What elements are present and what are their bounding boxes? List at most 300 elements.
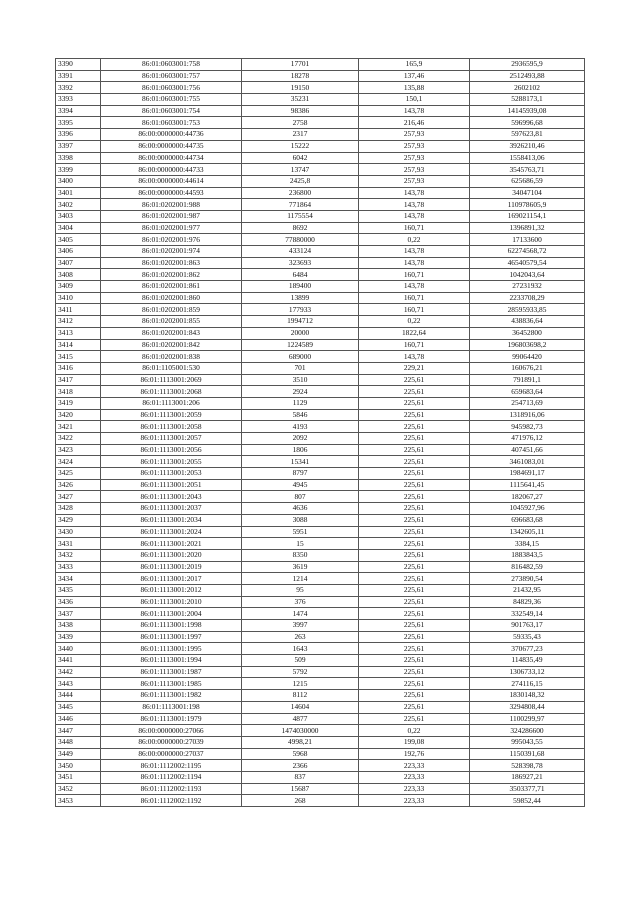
area-value: 4945 bbox=[242, 479, 359, 491]
cadastral-value: 3294808,44 bbox=[470, 701, 585, 713]
cadastral-number: 86:01:1113001:2058 bbox=[101, 421, 242, 433]
row-number: 3431 bbox=[56, 538, 101, 550]
cadastral-number: 86:01:1113001:1998 bbox=[101, 620, 242, 632]
rate-value: 225,61 bbox=[359, 468, 470, 480]
cadastral-value: 901763,17 bbox=[470, 620, 585, 632]
cadastral-value: 36452800 bbox=[470, 327, 585, 339]
row-number: 3449 bbox=[56, 748, 101, 760]
area-value: 177933 bbox=[242, 304, 359, 316]
area-value: 35231 bbox=[242, 94, 359, 106]
table-row bbox=[56, 327, 585, 339]
area-value: 268 bbox=[242, 795, 359, 807]
row-number: 3440 bbox=[56, 643, 101, 655]
area-value: 2758 bbox=[242, 117, 359, 129]
area-value: 771864 bbox=[242, 199, 359, 211]
row-number: 3411 bbox=[56, 304, 101, 316]
area-value: 1474030000 bbox=[242, 725, 359, 737]
rate-value: 160,71 bbox=[359, 269, 470, 281]
cadastral-number: 86:00:0000000:27039 bbox=[101, 736, 242, 748]
area-value: 15222 bbox=[242, 140, 359, 152]
table-row bbox=[56, 795, 585, 807]
area-value: 15341 bbox=[242, 456, 359, 468]
cadastral-number: 86:01:0603001:756 bbox=[101, 82, 242, 94]
area-value: 701 bbox=[242, 362, 359, 374]
rate-value: 223,33 bbox=[359, 795, 470, 807]
rate-value: 143,78 bbox=[359, 246, 470, 258]
table-row bbox=[56, 140, 585, 152]
cadastral-number: 86:00:0000000:44593 bbox=[101, 187, 242, 199]
rate-value: 225,61 bbox=[359, 561, 470, 573]
cadastral-value: 2602102 bbox=[470, 82, 585, 94]
row-number: 3423 bbox=[56, 444, 101, 456]
area-value: 4636 bbox=[242, 503, 359, 515]
row-number: 3443 bbox=[56, 678, 101, 690]
row-number: 3416 bbox=[56, 362, 101, 374]
area-value: 98386 bbox=[242, 105, 359, 117]
row-number: 3434 bbox=[56, 573, 101, 585]
cadastral-value: 62274568,72 bbox=[470, 246, 585, 258]
cadastral-value: 597623,81 bbox=[470, 129, 585, 141]
cadastral-number: 86:01:1113001:2059 bbox=[101, 409, 242, 421]
area-value: 3088 bbox=[242, 514, 359, 526]
rate-value: 225,61 bbox=[359, 374, 470, 386]
table-row bbox=[56, 234, 585, 246]
rate-value: 225,61 bbox=[359, 526, 470, 538]
rate-value: 225,61 bbox=[359, 491, 470, 503]
cadastral-number: 86:01:1113001:2019 bbox=[101, 561, 242, 573]
row-number: 3427 bbox=[56, 491, 101, 503]
rate-value: 225,61 bbox=[359, 631, 470, 643]
area-value: 2317 bbox=[242, 129, 359, 141]
cadastral-value: 625686,59 bbox=[470, 175, 585, 187]
table-row bbox=[56, 725, 585, 737]
table-row bbox=[56, 655, 585, 667]
table-row bbox=[56, 608, 585, 620]
cadastral-number: 86:01:0202001:843 bbox=[101, 327, 242, 339]
row-number: 3407 bbox=[56, 257, 101, 269]
table-row bbox=[56, 526, 585, 538]
cadastral-number: 86:01:0202001:862 bbox=[101, 269, 242, 281]
cadastral-value: 370677,23 bbox=[470, 643, 585, 655]
cadastral-value: 14145939,08 bbox=[470, 105, 585, 117]
rate-value: 257,93 bbox=[359, 152, 470, 164]
cadastral-value: 84829,36 bbox=[470, 596, 585, 608]
table-row bbox=[56, 246, 585, 258]
cadastral-value: 59335,43 bbox=[470, 631, 585, 643]
table-row bbox=[56, 339, 585, 351]
row-number: 3396 bbox=[56, 129, 101, 141]
table-row bbox=[56, 479, 585, 491]
cadastral-value: 3461083,01 bbox=[470, 456, 585, 468]
table-row bbox=[56, 199, 585, 211]
table-row bbox=[56, 210, 585, 222]
cadastral-value: 696683,68 bbox=[470, 514, 585, 526]
rate-value: 225,61 bbox=[359, 655, 470, 667]
table-row bbox=[56, 386, 585, 398]
rate-value: 257,93 bbox=[359, 129, 470, 141]
row-number: 3392 bbox=[56, 82, 101, 94]
row-number: 3414 bbox=[56, 339, 101, 351]
row-number: 3404 bbox=[56, 222, 101, 234]
area-value: 2092 bbox=[242, 433, 359, 445]
area-value: 15687 bbox=[242, 783, 359, 795]
area-value: 1175554 bbox=[242, 210, 359, 222]
area-value: 3510 bbox=[242, 374, 359, 386]
table-row bbox=[56, 94, 585, 106]
row-number: 3406 bbox=[56, 246, 101, 258]
table-row bbox=[56, 351, 585, 363]
cadastral-number: 86:00:0000000:44735 bbox=[101, 140, 242, 152]
row-number: 3428 bbox=[56, 503, 101, 515]
cadastral-value: 1150391,68 bbox=[470, 748, 585, 760]
row-number: 3391 bbox=[56, 70, 101, 82]
rate-value: 143,78 bbox=[359, 210, 470, 222]
cadastral-number: 86:00:0000000:27037 bbox=[101, 748, 242, 760]
table-row bbox=[56, 59, 585, 71]
area-value: 837 bbox=[242, 771, 359, 783]
row-number: 3394 bbox=[56, 105, 101, 117]
area-value: 5951 bbox=[242, 526, 359, 538]
table-row bbox=[56, 468, 585, 480]
row-number: 3415 bbox=[56, 351, 101, 363]
cadastral-number: 86:01:0202001:861 bbox=[101, 281, 242, 293]
rate-value: 257,93 bbox=[359, 140, 470, 152]
cadastral-number: 86:01:1113001:2069 bbox=[101, 374, 242, 386]
rate-value: 0,22 bbox=[359, 316, 470, 328]
cadastral-value: 169021154,1 bbox=[470, 210, 585, 222]
row-number: 3437 bbox=[56, 608, 101, 620]
rate-value: 143,78 bbox=[359, 199, 470, 211]
area-value: 6484 bbox=[242, 269, 359, 281]
cadastral-value: 2512493,88 bbox=[470, 70, 585, 82]
area-value: 19150 bbox=[242, 82, 359, 94]
rate-value: 225,61 bbox=[359, 549, 470, 561]
cadastral-value: 2233708,29 bbox=[470, 292, 585, 304]
table-row bbox=[56, 713, 585, 725]
area-value: 17701 bbox=[242, 59, 359, 71]
table-row bbox=[56, 374, 585, 386]
cadastral-value: 3545763,71 bbox=[470, 164, 585, 176]
table-row bbox=[56, 117, 585, 129]
cadastral-number: 86:01:1112002:1195 bbox=[101, 760, 242, 772]
table-row bbox=[56, 736, 585, 748]
cadastral-number: 86:01:0202001:863 bbox=[101, 257, 242, 269]
cadastral-value: 27231932 bbox=[470, 281, 585, 293]
cadastral-number: 86:00:0000000:44734 bbox=[101, 152, 242, 164]
row-number: 3425 bbox=[56, 468, 101, 480]
cadastral-value: 1396891,32 bbox=[470, 222, 585, 234]
cadastral-number: 86:01:1113001:2057 bbox=[101, 433, 242, 445]
cadastral-number: 86:01:1113001:2012 bbox=[101, 584, 242, 596]
row-number: 3421 bbox=[56, 421, 101, 433]
rate-value: 192,76 bbox=[359, 748, 470, 760]
cadastral-number: 86:01:1113001:206 bbox=[101, 397, 242, 409]
cadastral-number: 86:01:1113001:2021 bbox=[101, 538, 242, 550]
cadastral-number: 86:01:1113001:2055 bbox=[101, 456, 242, 468]
table-row bbox=[56, 783, 585, 795]
area-value: 1994712 bbox=[242, 316, 359, 328]
cadastral-number: 86:00:0000000:44736 bbox=[101, 129, 242, 141]
area-value: 236800 bbox=[242, 187, 359, 199]
row-number: 3418 bbox=[56, 386, 101, 398]
row-number: 3435 bbox=[56, 584, 101, 596]
cadastral-number: 86:01:0202001:860 bbox=[101, 292, 242, 304]
cadastral-number: 86:01:0603001:755 bbox=[101, 94, 242, 106]
row-number: 3424 bbox=[56, 456, 101, 468]
row-number: 3419 bbox=[56, 397, 101, 409]
table-row bbox=[56, 748, 585, 760]
cadastral-value: 1115641,45 bbox=[470, 479, 585, 491]
cadastral-number: 86:01:1113001:2020 bbox=[101, 549, 242, 561]
row-number: 3450 bbox=[56, 760, 101, 772]
cadastral-value: 1883843,5 bbox=[470, 549, 585, 561]
area-value: 4877 bbox=[242, 713, 359, 725]
cadastral-number: 86:01:1113001:2010 bbox=[101, 596, 242, 608]
table-row bbox=[56, 584, 585, 596]
cadastral-value: 273890,54 bbox=[470, 573, 585, 585]
area-value: 1224589 bbox=[242, 339, 359, 351]
cadastral-value: 1342605,11 bbox=[470, 526, 585, 538]
area-value: 14604 bbox=[242, 701, 359, 713]
cadastral-number: 86:01:1112002:1193 bbox=[101, 783, 242, 795]
rate-value: 225,61 bbox=[359, 503, 470, 515]
rate-value: 137,46 bbox=[359, 70, 470, 82]
row-number: 3390 bbox=[56, 59, 101, 71]
cadastral-number: 86:01:0202001:859 bbox=[101, 304, 242, 316]
cadastral-value: 5288173,1 bbox=[470, 94, 585, 106]
cadastral-number: 86:01:1113001:2037 bbox=[101, 503, 242, 515]
cadastral-value: 1100299,97 bbox=[470, 713, 585, 725]
rate-value: 143,78 bbox=[359, 187, 470, 199]
cadastral-value: 332549,14 bbox=[470, 608, 585, 620]
row-number: 3412 bbox=[56, 316, 101, 328]
area-value: 689000 bbox=[242, 351, 359, 363]
rate-value: 160,71 bbox=[359, 339, 470, 351]
cadastral-number: 86:01:1112002:1192 bbox=[101, 795, 242, 807]
row-number: 3398 bbox=[56, 152, 101, 164]
rate-value: 225,61 bbox=[359, 456, 470, 468]
table-row bbox=[56, 129, 585, 141]
table-row bbox=[56, 152, 585, 164]
rate-value: 225,61 bbox=[359, 666, 470, 678]
cadastral-value: 596996,68 bbox=[470, 117, 585, 129]
row-number: 3429 bbox=[56, 514, 101, 526]
rate-value: 135,88 bbox=[359, 82, 470, 94]
area-value: 1214 bbox=[242, 573, 359, 585]
area-value: 8112 bbox=[242, 690, 359, 702]
cadastral-value: 99064420 bbox=[470, 351, 585, 363]
row-number: 3446 bbox=[56, 713, 101, 725]
rate-value: 257,93 bbox=[359, 175, 470, 187]
area-value: 5968 bbox=[242, 748, 359, 760]
area-value: 1215 bbox=[242, 678, 359, 690]
table-row bbox=[56, 491, 585, 503]
row-number: 3426 bbox=[56, 479, 101, 491]
cadastral-number: 86:01:1113001:2024 bbox=[101, 526, 242, 538]
area-value: 8350 bbox=[242, 549, 359, 561]
table-row bbox=[56, 701, 585, 713]
area-value: 20000 bbox=[242, 327, 359, 339]
table-row bbox=[56, 643, 585, 655]
rate-value: 223,33 bbox=[359, 783, 470, 795]
cadastral-value: 528398,78 bbox=[470, 760, 585, 772]
rate-value: 257,93 bbox=[359, 164, 470, 176]
area-value: 263 bbox=[242, 631, 359, 643]
row-number: 3420 bbox=[56, 409, 101, 421]
rate-value: 225,61 bbox=[359, 584, 470, 596]
rate-value: 160,71 bbox=[359, 222, 470, 234]
area-value: 6042 bbox=[242, 152, 359, 164]
table-row bbox=[56, 444, 585, 456]
area-value: 5846 bbox=[242, 409, 359, 421]
cadastral-number: 86:01:1113001:198 bbox=[101, 701, 242, 713]
cadastral-number: 86:01:1113001:2017 bbox=[101, 573, 242, 585]
cadastral-number: 86:01:1113001:1979 bbox=[101, 713, 242, 725]
table-row bbox=[56, 456, 585, 468]
cadastral-number: 86:01:1113001:2004 bbox=[101, 608, 242, 620]
rate-value: 1822,64 bbox=[359, 327, 470, 339]
cadastral-value: 1318916,06 bbox=[470, 409, 585, 421]
cadastral-value: 816482,59 bbox=[470, 561, 585, 573]
cadastral-number: 86:01:0202001:988 bbox=[101, 199, 242, 211]
cadastral-number: 86:01:0202001:977 bbox=[101, 222, 242, 234]
row-number: 3403 bbox=[56, 210, 101, 222]
table-row bbox=[56, 257, 585, 269]
cadastral-value: 3503377,71 bbox=[470, 783, 585, 795]
row-number: 3430 bbox=[56, 526, 101, 538]
table-row bbox=[56, 105, 585, 117]
table-row bbox=[56, 222, 585, 234]
area-value: 1643 bbox=[242, 643, 359, 655]
cadastral-value: 274116,15 bbox=[470, 678, 585, 690]
area-value: 4193 bbox=[242, 421, 359, 433]
cadastral-number: 86:00:0000000:44614 bbox=[101, 175, 242, 187]
row-number: 3442 bbox=[56, 666, 101, 678]
rate-value: 225,61 bbox=[359, 479, 470, 491]
rate-value: 225,61 bbox=[359, 608, 470, 620]
row-number: 3451 bbox=[56, 771, 101, 783]
area-value: 2924 bbox=[242, 386, 359, 398]
cadastral-number: 86:01:0202001:976 bbox=[101, 234, 242, 246]
cadastral-number: 86:01:1113001:2056 bbox=[101, 444, 242, 456]
rate-value: 223,33 bbox=[359, 760, 470, 772]
cadastral-number: 86:01:0603001:753 bbox=[101, 117, 242, 129]
table-row bbox=[56, 549, 585, 561]
table-row bbox=[56, 175, 585, 187]
cadastral-number: 86:01:1113001:1995 bbox=[101, 643, 242, 655]
row-number: 3393 bbox=[56, 94, 101, 106]
row-number: 3401 bbox=[56, 187, 101, 199]
cadastral-number: 86:01:0202001:855 bbox=[101, 316, 242, 328]
table-row bbox=[56, 620, 585, 632]
cadastral-number: 86:01:1113001:1982 bbox=[101, 690, 242, 702]
area-value: 807 bbox=[242, 491, 359, 503]
row-number: 3445 bbox=[56, 701, 101, 713]
area-value: 323693 bbox=[242, 257, 359, 269]
cadastral-number: 86:01:0202001:974 bbox=[101, 246, 242, 258]
area-value: 18278 bbox=[242, 70, 359, 82]
cadastral-number: 86:01:0603001:758 bbox=[101, 59, 242, 71]
rate-value: 160,71 bbox=[359, 292, 470, 304]
cadastral-value: 1984691,17 bbox=[470, 468, 585, 480]
row-number: 3448 bbox=[56, 736, 101, 748]
row-number: 3410 bbox=[56, 292, 101, 304]
table-row bbox=[56, 538, 585, 550]
rate-value: 216,46 bbox=[359, 117, 470, 129]
cadastral-number: 86:00:0000000:44733 bbox=[101, 164, 242, 176]
table-row bbox=[56, 269, 585, 281]
cadastral-number: 86:01:1113001:1994 bbox=[101, 655, 242, 667]
cadastral-value: 995043,55 bbox=[470, 736, 585, 748]
area-value: 95 bbox=[242, 584, 359, 596]
rate-value: 225,61 bbox=[359, 596, 470, 608]
area-value: 3619 bbox=[242, 561, 359, 573]
cadastral-number: 86:01:0202001:987 bbox=[101, 210, 242, 222]
row-number: 3433 bbox=[56, 561, 101, 573]
rate-value: 0,22 bbox=[359, 725, 470, 737]
rate-value: 0,22 bbox=[359, 234, 470, 246]
cadastral-value: 1042043,64 bbox=[470, 269, 585, 281]
rate-value: 225,61 bbox=[359, 538, 470, 550]
cadastral-number: 86:01:0202001:838 bbox=[101, 351, 242, 363]
rate-value: 143,78 bbox=[359, 281, 470, 293]
cadastral-value: 254713,69 bbox=[470, 397, 585, 409]
cadastral-number: 86:01:0603001:754 bbox=[101, 105, 242, 117]
cadastral-value: 186927,21 bbox=[470, 771, 585, 783]
cadastral-value: 945982,73 bbox=[470, 421, 585, 433]
area-value: 5792 bbox=[242, 666, 359, 678]
area-value: 2425,8 bbox=[242, 175, 359, 187]
table-row bbox=[56, 678, 585, 690]
area-value: 8797 bbox=[242, 468, 359, 480]
area-value: 13747 bbox=[242, 164, 359, 176]
table-row bbox=[56, 690, 585, 702]
area-value: 189400 bbox=[242, 281, 359, 293]
cadastral-value: 182067,27 bbox=[470, 491, 585, 503]
cadastral-number: 86:01:1112002:1194 bbox=[101, 771, 242, 783]
rate-value: 225,61 bbox=[359, 690, 470, 702]
table-row bbox=[56, 596, 585, 608]
cadastral-value: 1830148,32 bbox=[470, 690, 585, 702]
table-row bbox=[56, 362, 585, 374]
rate-value: 223,33 bbox=[359, 771, 470, 783]
cadastral-number: 86:01:1113001:2053 bbox=[101, 468, 242, 480]
area-value: 433124 bbox=[242, 246, 359, 258]
cadastral-number: 86:01:1105001:530 bbox=[101, 362, 242, 374]
table-row bbox=[56, 281, 585, 293]
table-row bbox=[56, 760, 585, 772]
table-body bbox=[56, 59, 585, 807]
cadastral-number: 86:00:0000000:27066 bbox=[101, 725, 242, 737]
rate-value: 150,1 bbox=[359, 94, 470, 106]
row-number: 3397 bbox=[56, 140, 101, 152]
table-row bbox=[56, 304, 585, 316]
cadastral-value: 114835,49 bbox=[470, 655, 585, 667]
cadastral-value: 21432,95 bbox=[470, 584, 585, 596]
cadastral-number: 86:01:0603001:757 bbox=[101, 70, 242, 82]
rate-value: 143,78 bbox=[359, 351, 470, 363]
rate-value: 225,61 bbox=[359, 409, 470, 421]
table-row bbox=[56, 316, 585, 328]
row-number: 3447 bbox=[56, 725, 101, 737]
row-number: 3452 bbox=[56, 783, 101, 795]
cadastral-value: 3926210,46 bbox=[470, 140, 585, 152]
cadastral-number: 86:01:1113001:2068 bbox=[101, 386, 242, 398]
table-row bbox=[56, 164, 585, 176]
area-value: 8692 bbox=[242, 222, 359, 234]
area-value: 509 bbox=[242, 655, 359, 667]
rate-value: 225,61 bbox=[359, 514, 470, 526]
